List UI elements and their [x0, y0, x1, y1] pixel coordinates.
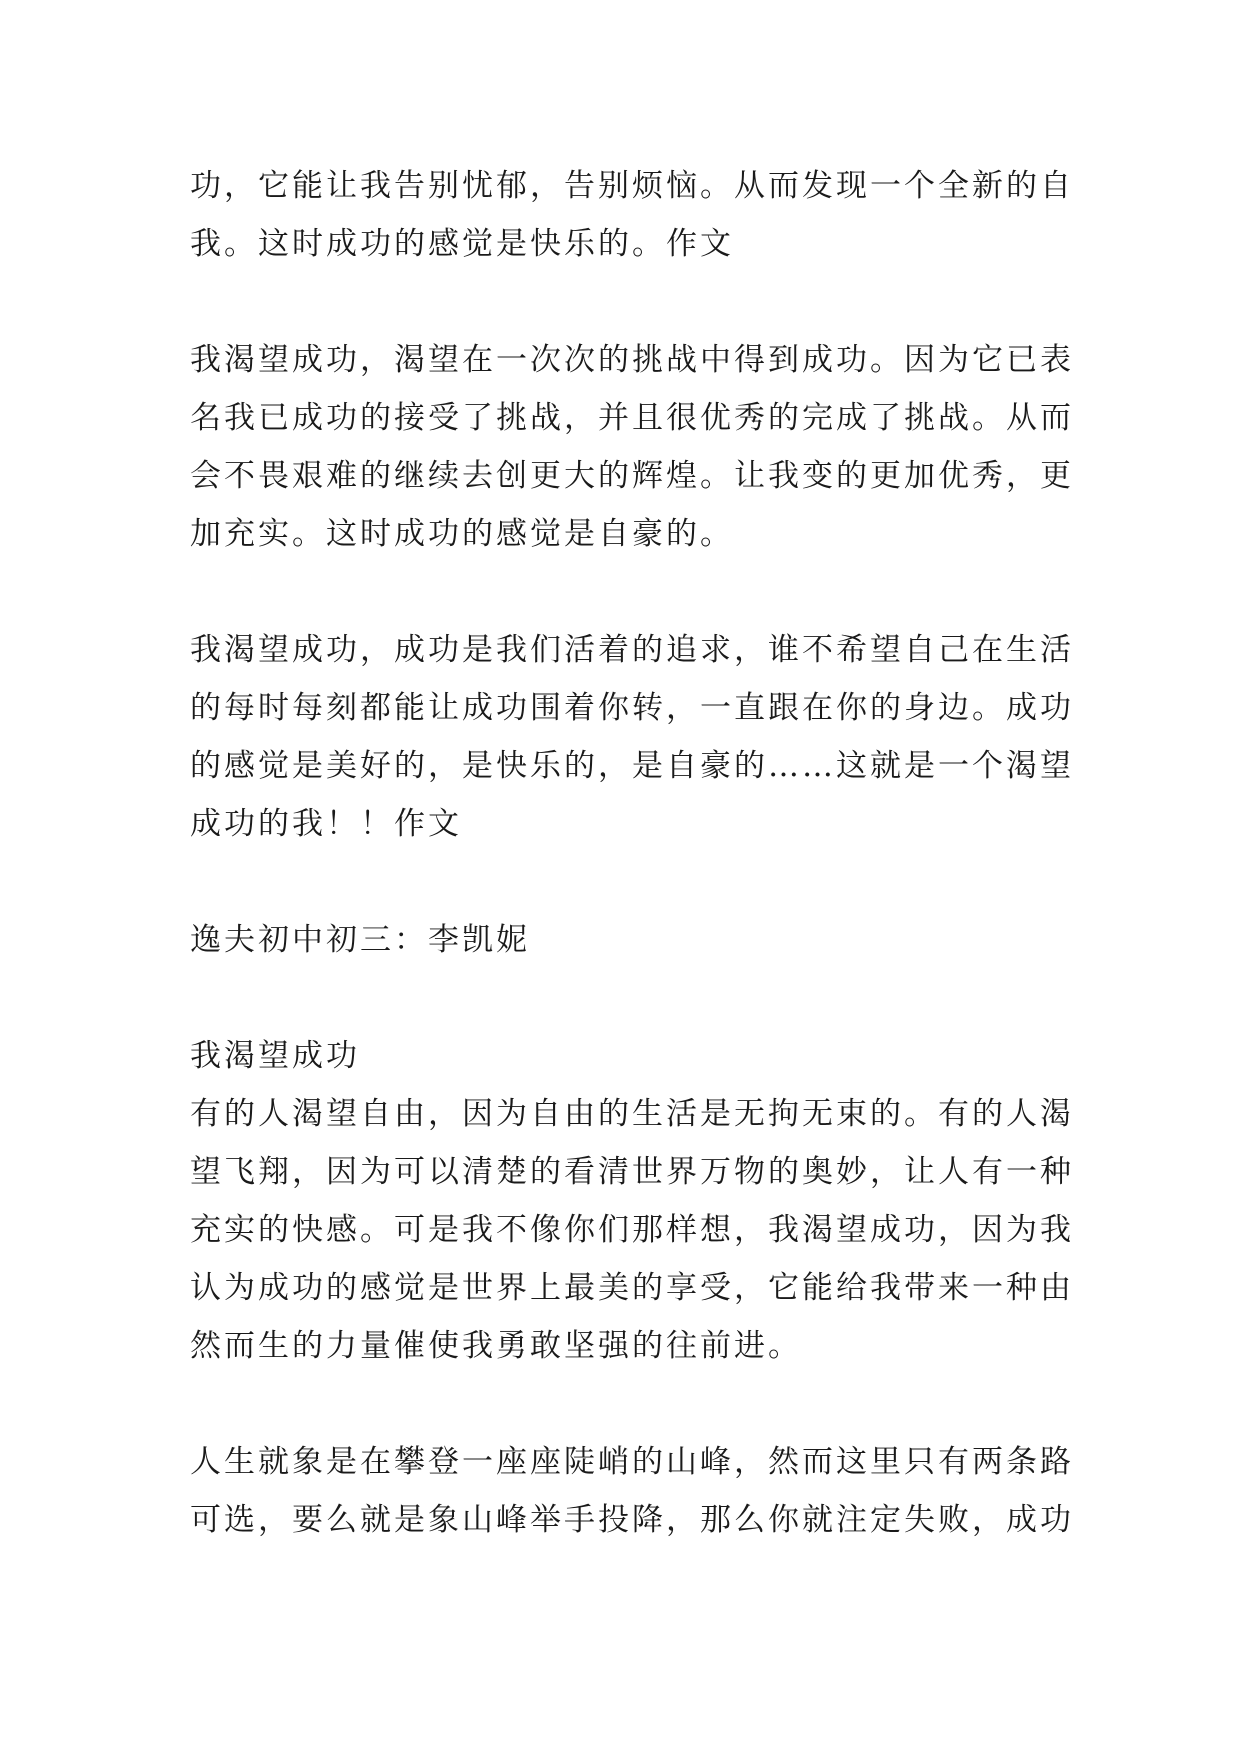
text-line: 我渴望成功，渴望在一次次的挑战中得到成功。因为它已表 — [190, 342, 1074, 378]
text-line: 然而生的力量催使我勇敢坚强的往前进。 — [190, 1328, 802, 1364]
essay-title: 我渴望成功 — [190, 1038, 360, 1074]
author-line: 逸夫初中初三：李凯妮 — [190, 922, 530, 958]
text-line: 可选，要么就是象山峰举手投降，那么你就注定失败，成功 — [190, 1502, 1074, 1538]
text-line: 名我已成功的接受了挑战，并且很优秀的完成了挑战。从而 — [190, 400, 1074, 436]
text-line: 有的人渴望自由，因为自由的生活是无拘无束的。有的人渴 — [190, 1096, 1074, 1132]
text-line: 认为成功的感觉是世界上最美的享受，它能给我带来一种由 — [190, 1270, 1074, 1306]
text-line: 我。这时成功的感觉是快乐的。作文 — [190, 226, 734, 262]
text-line: 成功的我！！作文 — [190, 806, 462, 842]
text-line: 的感觉是美好的，是快乐的，是自豪的……这就是一个渴望 — [190, 748, 1074, 784]
text-line: 功，它能让我告别忧郁，告别烦恼。从而发现一个全新的自 — [190, 168, 1074, 204]
text-line: 充实的快感。可是我不像你们那样想，我渴望成功，因为我 — [190, 1212, 1074, 1248]
text-line: 人生就象是在攀登一座座陡峭的山峰，然而这里只有两条路 — [190, 1444, 1074, 1480]
text-line: 会不畏艰难的继续去创更大的辉煌。让我变的更加优秀，更 — [190, 458, 1074, 494]
text-line: 望飞翔，因为可以清楚的看清世界万物的奥妙，让人有一种 — [190, 1154, 1074, 1190]
text-line: 的每时每刻都能让成功围着你转，一直跟在你的身边。成功 — [190, 690, 1074, 726]
text-line: 我渴望成功，成功是我们活着的追求，谁不希望自己在生活 — [190, 632, 1074, 668]
text-line: 加充实。这时成功的感觉是自豪的。 — [190, 516, 734, 552]
